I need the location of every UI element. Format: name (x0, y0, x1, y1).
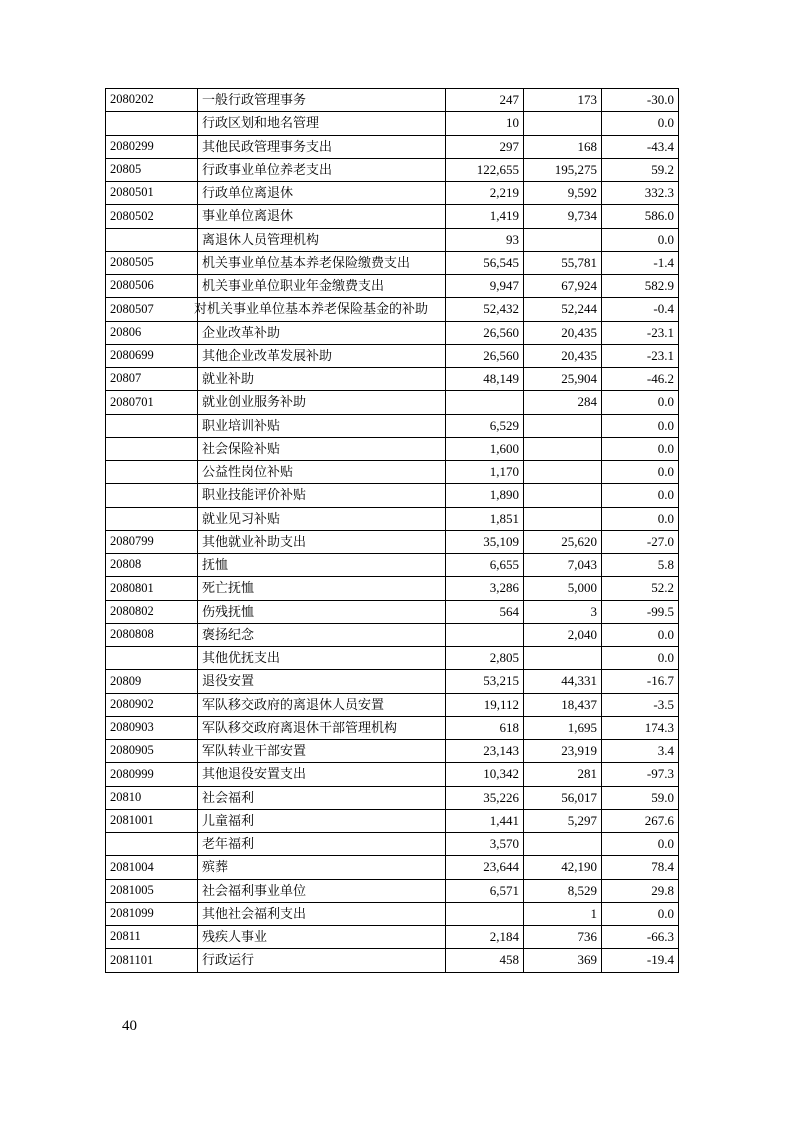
cell-v2: 20,435 (524, 344, 602, 367)
table-row (106, 530, 679, 553)
cell-v3: 174.3 (602, 716, 679, 739)
cell-v3: 0.0 (602, 647, 679, 670)
cell-v3: -0.4 (602, 298, 679, 321)
cell-v3: -43.4 (602, 135, 679, 158)
cell-v2: 8,529 (524, 879, 602, 902)
cell-code (106, 484, 198, 507)
cell-v1: 9,947 (446, 275, 524, 298)
cell-code: 2080202 (106, 89, 198, 112)
cell-v3: 52.2 (602, 577, 679, 600)
cell-v3: -27.0 (602, 530, 679, 553)
cell-v3: -97.3 (602, 763, 679, 786)
cell-code: 2080801 (106, 577, 198, 600)
cell-v1: 618 (446, 716, 524, 739)
cell-item-name: 其他优抚支出 (198, 647, 446, 670)
cell-item-name: 社会福利 (198, 786, 446, 809)
cell-code (106, 833, 198, 856)
cell-v2: 168 (524, 135, 602, 158)
cell-code: 2081005 (106, 879, 198, 902)
table-row (106, 554, 679, 577)
cell-code: 2080299 (106, 135, 198, 158)
cell-item-name: 其他就业补助支出 (198, 530, 446, 553)
cell-v2: 25,620 (524, 530, 602, 553)
cell-code: 2080799 (106, 530, 198, 553)
cell-v3: 59.0 (602, 786, 679, 809)
table-row (106, 251, 679, 274)
cell-code: 20809 (106, 670, 198, 693)
cell-v2 (524, 484, 602, 507)
cell-v1: 3,570 (446, 833, 524, 856)
table-row (106, 158, 679, 181)
cell-code (106, 414, 198, 437)
cell-v1: 23,143 (446, 740, 524, 763)
cell-v3: 5.8 (602, 554, 679, 577)
cell-v2: 5,297 (524, 809, 602, 832)
cell-v2: 3 (524, 600, 602, 623)
cell-v3: 59.2 (602, 158, 679, 181)
cell-code: 20805 (106, 158, 198, 181)
table-row (106, 205, 679, 228)
cell-v2: 369 (524, 949, 602, 972)
cell-item-name: 伤残抚恤 (198, 600, 446, 623)
cell-code: 2080701 (106, 391, 198, 414)
table-row (106, 716, 679, 739)
cell-v2: 18,437 (524, 693, 602, 716)
cell-v2: 736 (524, 926, 602, 949)
cell-v3: 78.4 (602, 856, 679, 879)
cell-item-name: 抚恤 (198, 554, 446, 577)
cell-item-name: 社会保险补贴 (198, 437, 446, 460)
cell-item-name: 职业技能评价补贴 (198, 484, 446, 507)
cell-v1: 1,170 (446, 461, 524, 484)
cell-v1: 2,805 (446, 647, 524, 670)
cell-item-name: 殡葬 (198, 856, 446, 879)
table-row (106, 600, 679, 623)
cell-v1: 48,149 (446, 368, 524, 391)
cell-code: 20807 (106, 368, 198, 391)
cell-v2 (524, 228, 602, 251)
cell-v2: 2,040 (524, 623, 602, 646)
table-row (106, 321, 679, 344)
cell-v1: 35,109 (446, 530, 524, 553)
cell-v3: 0.0 (602, 112, 679, 135)
cell-v3: -16.7 (602, 670, 679, 693)
table-row (106, 833, 679, 856)
table-row (106, 507, 679, 530)
cell-item-name: 军队移交政府离退休干部管理机构 (198, 716, 446, 739)
cell-v3: -19.4 (602, 949, 679, 972)
cell-v3: 267.6 (602, 809, 679, 832)
cell-v1: 26,560 (446, 344, 524, 367)
cell-code (106, 461, 198, 484)
cell-item-name: 其他企业改革发展补助 (198, 344, 446, 367)
cell-item-name: 残疾人事业 (198, 926, 446, 949)
page-number: 40 (122, 1018, 137, 1034)
table-row (106, 763, 679, 786)
cell-item-name: 行政区划和地名管理 (198, 112, 446, 135)
cell-v1: 1,600 (446, 437, 524, 460)
budget-table-container (105, 88, 678, 973)
cell-v3: 0.0 (602, 437, 679, 460)
cell-v1: 1,851 (446, 507, 524, 530)
table-row (106, 461, 679, 484)
cell-code (106, 112, 198, 135)
table-row (106, 228, 679, 251)
table-row (106, 670, 679, 693)
table-row (106, 484, 679, 507)
cell-v3: -3.5 (602, 693, 679, 716)
cell-item-name: 行政事业单位养老支出 (198, 158, 446, 181)
cell-v1: 53,215 (446, 670, 524, 693)
cell-v3: -99.5 (602, 600, 679, 623)
cell-item-name: 社会福利事业单位 (198, 879, 446, 902)
cell-item-name: 公益性岗位补贴 (198, 461, 446, 484)
cell-item-name: 儿童福利 (198, 809, 446, 832)
cell-v1: 564 (446, 600, 524, 623)
cell-v1: 122,655 (446, 158, 524, 181)
cell-code: 2081004 (106, 856, 198, 879)
cell-v1: 2,184 (446, 926, 524, 949)
cell-item-name: 其他民政管理事务支出 (198, 135, 446, 158)
cell-item-name: 就业创业服务补助 (198, 391, 446, 414)
cell-v1: 1,890 (446, 484, 524, 507)
cell-item-name: 死亡抚恤 (198, 577, 446, 600)
table-row (106, 344, 679, 367)
cell-code (106, 507, 198, 530)
cell-v2: 42,190 (524, 856, 602, 879)
cell-code: 2081001 (106, 809, 198, 832)
cell-v1: 458 (446, 949, 524, 972)
cell-v1 (446, 902, 524, 925)
cell-v3: 332.3 (602, 182, 679, 205)
cell-code: 20810 (106, 786, 198, 809)
table-row (106, 926, 679, 949)
cell-code: 2080699 (106, 344, 198, 367)
cell-v2: 44,331 (524, 670, 602, 693)
cell-item-name: 其他社会福利支出 (198, 902, 446, 925)
cell-v2 (524, 507, 602, 530)
cell-v1: 247 (446, 89, 524, 112)
cell-v3: 0.0 (602, 391, 679, 414)
cell-v1: 297 (446, 135, 524, 158)
table-row (106, 879, 679, 902)
cell-v1: 2,219 (446, 182, 524, 205)
cell-v2: 23,919 (524, 740, 602, 763)
cell-v1 (446, 391, 524, 414)
cell-code (106, 647, 198, 670)
cell-item-name: 机关事业单位职业年金缴费支出 (198, 275, 446, 298)
cell-v1: 93 (446, 228, 524, 251)
cell-item-name: 行政单位离退休 (198, 182, 446, 205)
table-row (106, 391, 679, 414)
cell-v2 (524, 414, 602, 437)
cell-item-name: 企业改革补助 (198, 321, 446, 344)
table-row (106, 414, 679, 437)
cell-v2: 67,924 (524, 275, 602, 298)
cell-v2: 5,000 (524, 577, 602, 600)
table-row (106, 135, 679, 158)
cell-v3: 29.8 (602, 879, 679, 902)
cell-v2: 9,734 (524, 205, 602, 228)
table-row (106, 298, 679, 321)
cell-item-name: 离退休人员管理机构 (198, 228, 446, 251)
cell-item-name: 行政运行 (198, 949, 446, 972)
cell-item-name: 事业单位离退休 (198, 205, 446, 228)
cell-v1: 19,112 (446, 693, 524, 716)
table-row (106, 693, 679, 716)
cell-v2: 281 (524, 763, 602, 786)
cell-item-name: 褒扬纪念 (198, 623, 446, 646)
cell-v3: 0.0 (602, 461, 679, 484)
cell-code: 2080903 (106, 716, 198, 739)
cell-v2: 20,435 (524, 321, 602, 344)
cell-v3: 586.0 (602, 205, 679, 228)
cell-v2 (524, 833, 602, 856)
cell-item-name: 退役安置 (198, 670, 446, 693)
cell-v1: 52,432 (446, 298, 524, 321)
cell-v2: 25,904 (524, 368, 602, 391)
cell-code: 2081099 (106, 902, 198, 925)
cell-v2: 55,781 (524, 251, 602, 274)
cell-code: 2080502 (106, 205, 198, 228)
cell-v3: 0.0 (602, 484, 679, 507)
cell-v1: 35,226 (446, 786, 524, 809)
cell-item-name: 就业见习补贴 (198, 507, 446, 530)
cell-v1: 3,286 (446, 577, 524, 600)
cell-item-name: 一般行政管理事务 (198, 89, 446, 112)
cell-code: 2080505 (106, 251, 198, 274)
cell-code: 2080902 (106, 693, 198, 716)
cell-v1: 1,441 (446, 809, 524, 832)
cell-item-name: 其他退役安置支出 (198, 763, 446, 786)
cell-v3: 0.0 (602, 228, 679, 251)
cell-v1: 6,655 (446, 554, 524, 577)
cell-v2 (524, 112, 602, 135)
cell-v3: 582.9 (602, 275, 679, 298)
cell-code: 2080999 (106, 763, 198, 786)
table-row (106, 786, 679, 809)
cell-v2: 56,017 (524, 786, 602, 809)
cell-v3: 0.0 (602, 623, 679, 646)
cell-v2: 173 (524, 89, 602, 112)
table-row (106, 368, 679, 391)
cell-v1: 10,342 (446, 763, 524, 786)
cell-v1: 6,571 (446, 879, 524, 902)
table-row (106, 902, 679, 925)
cell-v3: 0.0 (602, 414, 679, 437)
cell-code (106, 437, 198, 460)
table-row (106, 112, 679, 135)
cell-code: 2080905 (106, 740, 198, 763)
cell-v3: -30.0 (602, 89, 679, 112)
cell-v3: -46.2 (602, 368, 679, 391)
cell-item-name: 军队移交政府的离退休人员安置 (198, 693, 446, 716)
cell-v3: -1.4 (602, 251, 679, 274)
cell-code: 2080802 (106, 600, 198, 623)
cell-v2: 1 (524, 902, 602, 925)
cell-v2: 52,244 (524, 298, 602, 321)
cell-v1: 26,560 (446, 321, 524, 344)
budget-table-body (106, 89, 679, 973)
cell-code: 20811 (106, 926, 198, 949)
cell-item-name: 老年福利 (198, 833, 446, 856)
cell-v2: 9,592 (524, 182, 602, 205)
cell-v3: 0.0 (602, 833, 679, 856)
cell-item-name: 职业培训补贴 (198, 414, 446, 437)
cell-code: 2080501 (106, 182, 198, 205)
cell-code: 2080507 (106, 298, 198, 321)
cell-v3: 0.0 (602, 507, 679, 530)
table-row (106, 623, 679, 646)
cell-v3: -66.3 (602, 926, 679, 949)
table-row (106, 809, 679, 832)
table-row (106, 89, 679, 112)
table-row (106, 949, 679, 972)
cell-v1: 1,419 (446, 205, 524, 228)
cell-item-name: 就业补助 (198, 368, 446, 391)
table-row (106, 437, 679, 460)
cell-v2 (524, 647, 602, 670)
cell-v1: 10 (446, 112, 524, 135)
cell-v1 (446, 623, 524, 646)
cell-code: 2081101 (106, 949, 198, 972)
cell-v1: 23,644 (446, 856, 524, 879)
cell-v1: 56,545 (446, 251, 524, 274)
table-row (106, 275, 679, 298)
cell-item-name: 机关事业单位基本养老保险缴费支出 (198, 251, 446, 274)
cell-item-name: 军队转业干部安置 (198, 740, 446, 763)
budget-table (105, 88, 679, 973)
cell-v2: 284 (524, 391, 602, 414)
cell-code: 2080808 (106, 623, 198, 646)
cell-v2 (524, 437, 602, 460)
cell-v2 (524, 461, 602, 484)
cell-item-name: 对机关事业单位基本养老保险基金的补助 (198, 298, 446, 321)
cell-code: 20808 (106, 554, 198, 577)
cell-code: 20806 (106, 321, 198, 344)
cell-v1: 6,529 (446, 414, 524, 437)
cell-code (106, 228, 198, 251)
table-row (106, 647, 679, 670)
table-row (106, 182, 679, 205)
cell-v2: 1,695 (524, 716, 602, 739)
cell-v3: -23.1 (602, 344, 679, 367)
table-row (106, 577, 679, 600)
cell-v3: -23.1 (602, 321, 679, 344)
cell-code: 2080506 (106, 275, 198, 298)
cell-v2: 7,043 (524, 554, 602, 577)
table-row (106, 740, 679, 763)
cell-v3: 0.0 (602, 902, 679, 925)
cell-v2: 195,275 (524, 158, 602, 181)
cell-v3: 3.4 (602, 740, 679, 763)
table-row (106, 856, 679, 879)
